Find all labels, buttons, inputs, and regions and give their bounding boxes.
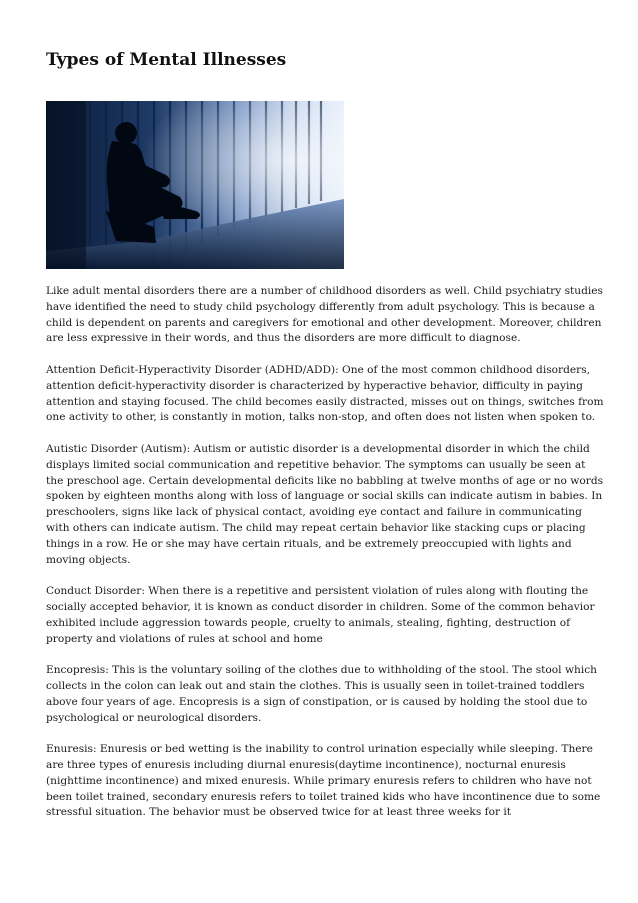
- article-photo: [46, 101, 344, 269]
- page-title: Types of Mental Illnesses: [46, 50, 287, 70]
- paragraph-conduct-disorder: Conduct Disorder: When there is a repetitive and persistent violation of rules along with flouting the socially accepted behavior, it is known as conduct disorder in children. Some of the common behavior exhibited include aggression towards people, cruelty to animals, stealing, fighting, destruction of property and violations of rules at school and home: [46, 585, 595, 645]
- silhouette-photo-image: [46, 101, 344, 269]
- paragraph-adhd: Attention Deficit-Hyperactivity Disorder (ADHD/ADD): One of the most common childhood disorders, attention deficit-hyperactivity disorder is characterized by hyperactive behavior, difficulty in paying attention and staying focused. The child becomes easily distracted, misses out on things, switches from one activity to other, is constantly in motion, talks non-stop, and often does not listen when spoken to.: [46, 363, 604, 424]
- paragraph-enuresis: Enuresis: Enuresis or bed wetting is the inability to control urination especially while sleeping. There are three types of enuresis including diurnal enuresis(daytime incontinence), nocturnal enuresis (nighttime incontinence) and mixed enuresis. While primary enuresis refers to children who have not been toilet trained, secondary enuresis refers to toilet trained kids who have incontinence due to some stressful situation. The behavior must be observed twice for at least three weeks for it: [46, 743, 601, 819]
- paragraph-intro: Like adult mental disorders there are a number of childhood disorders as well. Child psychiatry studies have identified the need to study child psychology differently from adult psychology. This is because a child is dependent on parents and caregivers for emotional and other development. Moreover, children are less expressive in their words, and thus the disorders are more difficult to diagnose.: [46, 285, 603, 345]
- article-body: [46, 284, 606, 837]
- paragraph-autism: Autistic Disorder (Autism): Autism or autistic disorder is a developmental disorder in which the child displays limited social communication and repetitive behavior. The symptoms can usually be seen at the preschool age. Certain developmental deficits like no babbling at twelve months of age or no words spoken by eighteen months along with loss of language or social skills can indicate autism in babies. In preschoolers, signs like lack of physical contact, avoiding eye contact and failure in communicating with others can indicate autism. The child may repeat certain behavior like stacking cups or placing things in a row. He or she may have certain rituals, and be extremely preoccupied with lights and moving objects.: [46, 442, 604, 566]
- paragraph-encopresis: Encopresis: This is the voluntary soiling of the clothes due to withholding of the stool. The stool which collects in the colon can leak out and stain the clothes. This is usually seen in toilet-trained toddlers above four years of age. Encopresis is a sign of constipation, or is caused by holding the stool due to psychological or neurological disorders.: [46, 664, 597, 724]
